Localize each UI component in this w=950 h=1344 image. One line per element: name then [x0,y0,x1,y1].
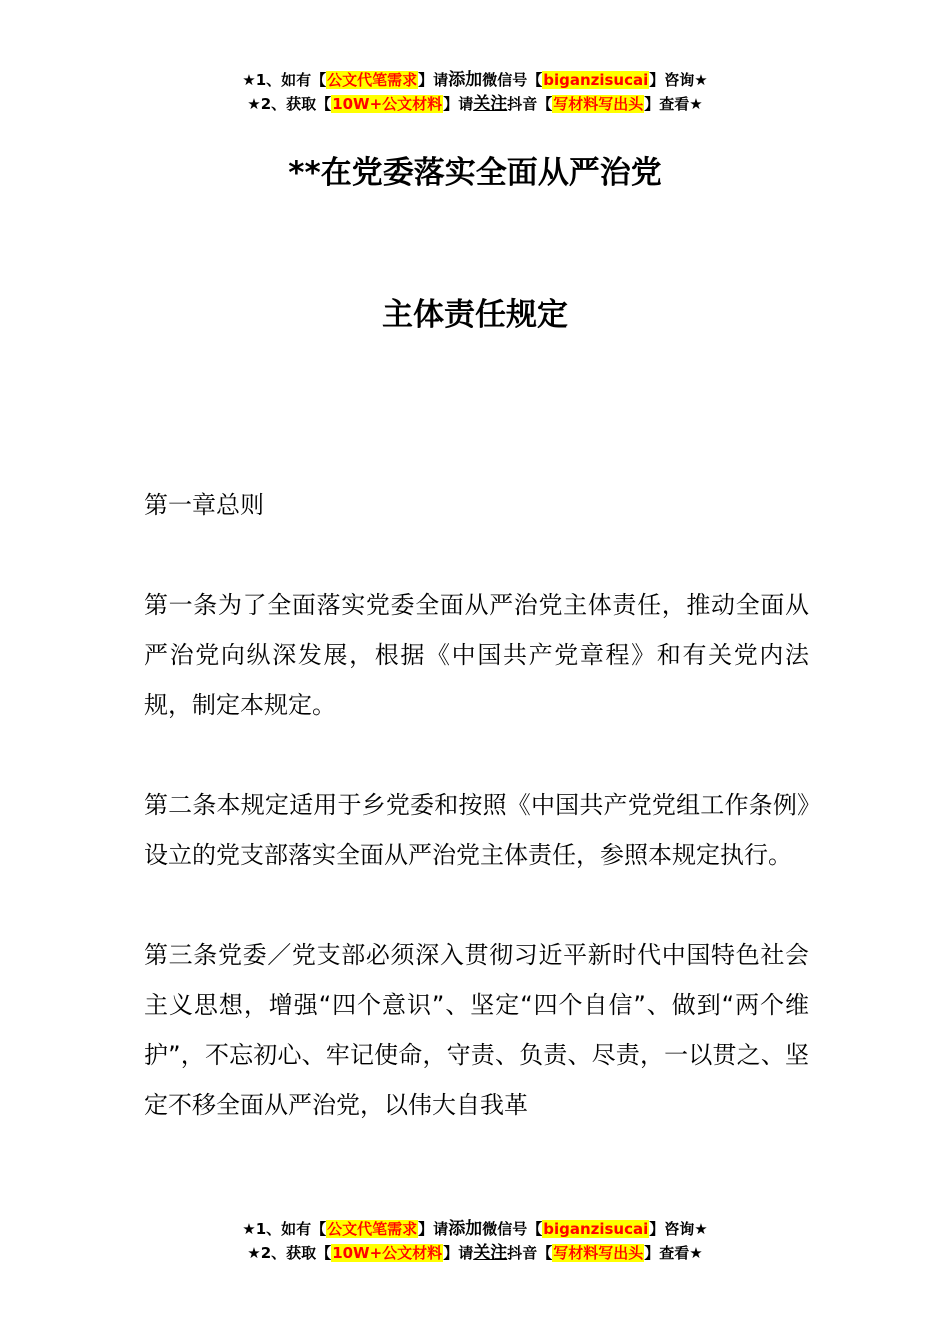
banner-text: 】请 [418,1220,449,1238]
banner-text: 】请 [443,95,474,113]
banner-text: 】查看★ [644,95,703,113]
banner-highlight: 公文代笔需求 [327,1220,418,1238]
banner-text: 】请 [418,71,449,89]
banner-text: 】咨询★ [649,71,708,89]
document-title-line-1: **在党委落实全面从严治党 [288,155,662,191]
banner-line-2 [0,1241,950,1265]
banner-emphasis: 关注 [473,94,508,114]
banner-text: 】查看★ [644,1244,703,1262]
banner-text: ★2、获取【 [247,95,332,113]
banner-emphasis: 关注 [473,1243,508,1263]
banner-text: ★1、如有【 [242,71,327,89]
banner-highlight: 写材料写出头 [553,1244,644,1262]
banner-line-2 [0,92,950,116]
chapter-heading: 第一章总则 [144,491,264,519]
banner-emphasis: 添加 [448,70,483,90]
banner-line-1 [0,1217,950,1241]
banner-highlight: 10W+公文材料 [332,1244,443,1262]
banner-text: ★1、如有【 [242,1220,327,1238]
document-body [144,480,809,1180]
top-banner [0,68,950,116]
banner-text: 】咨询★ [649,1220,708,1238]
banner-highlight: 公文代笔需求 [327,71,418,89]
banner-emphasis: 添加 [448,1219,483,1239]
banner-text: 抖音【 [507,1244,553,1262]
banner-text: 抖音【 [507,95,553,113]
article-1: 第一条为了全面落实党委全面从严治党主体责任，推动全面从严治党向纵深发展，根据《中国共产党章程》和有关党内法规，制定本规定。 [144,591,809,719]
banner-highlight: 10W+公文材料 [332,95,443,113]
banner-line-1 [0,68,950,92]
document-title-line-2: 主体责任规定 [382,297,568,333]
bottom-banner [0,1217,950,1265]
banner-highlight: 写材料写出头 [553,95,644,113]
article-3: 第三条党委／党支部必须深入贯彻习近平新时代中国特色社会主义思想，增强“四个意识”、坚定“四个自信”、做到“两个维护”，不忘初心、牢记使命，守责、负责、尽责，一以贯之、坚定不移全面从严治党，以伟大自我革 [144,941,809,1119]
banner-text: ★2、获取【 [247,1244,332,1262]
banner-wechat-id: biganzisucai [543,1220,649,1238]
banner-text: 微信号【 [482,1220,543,1238]
banner-text: 微信号【 [482,71,543,89]
banner-text: 】请 [443,1244,474,1262]
banner-wechat-id: biganzisucai [543,71,649,89]
article-2: 第二条本规定适用于乡党委和按照《中国共产党党组工作条例》设立的党支部落实全面从严治党主体责任，参照本规定执行。 [144,791,809,869]
